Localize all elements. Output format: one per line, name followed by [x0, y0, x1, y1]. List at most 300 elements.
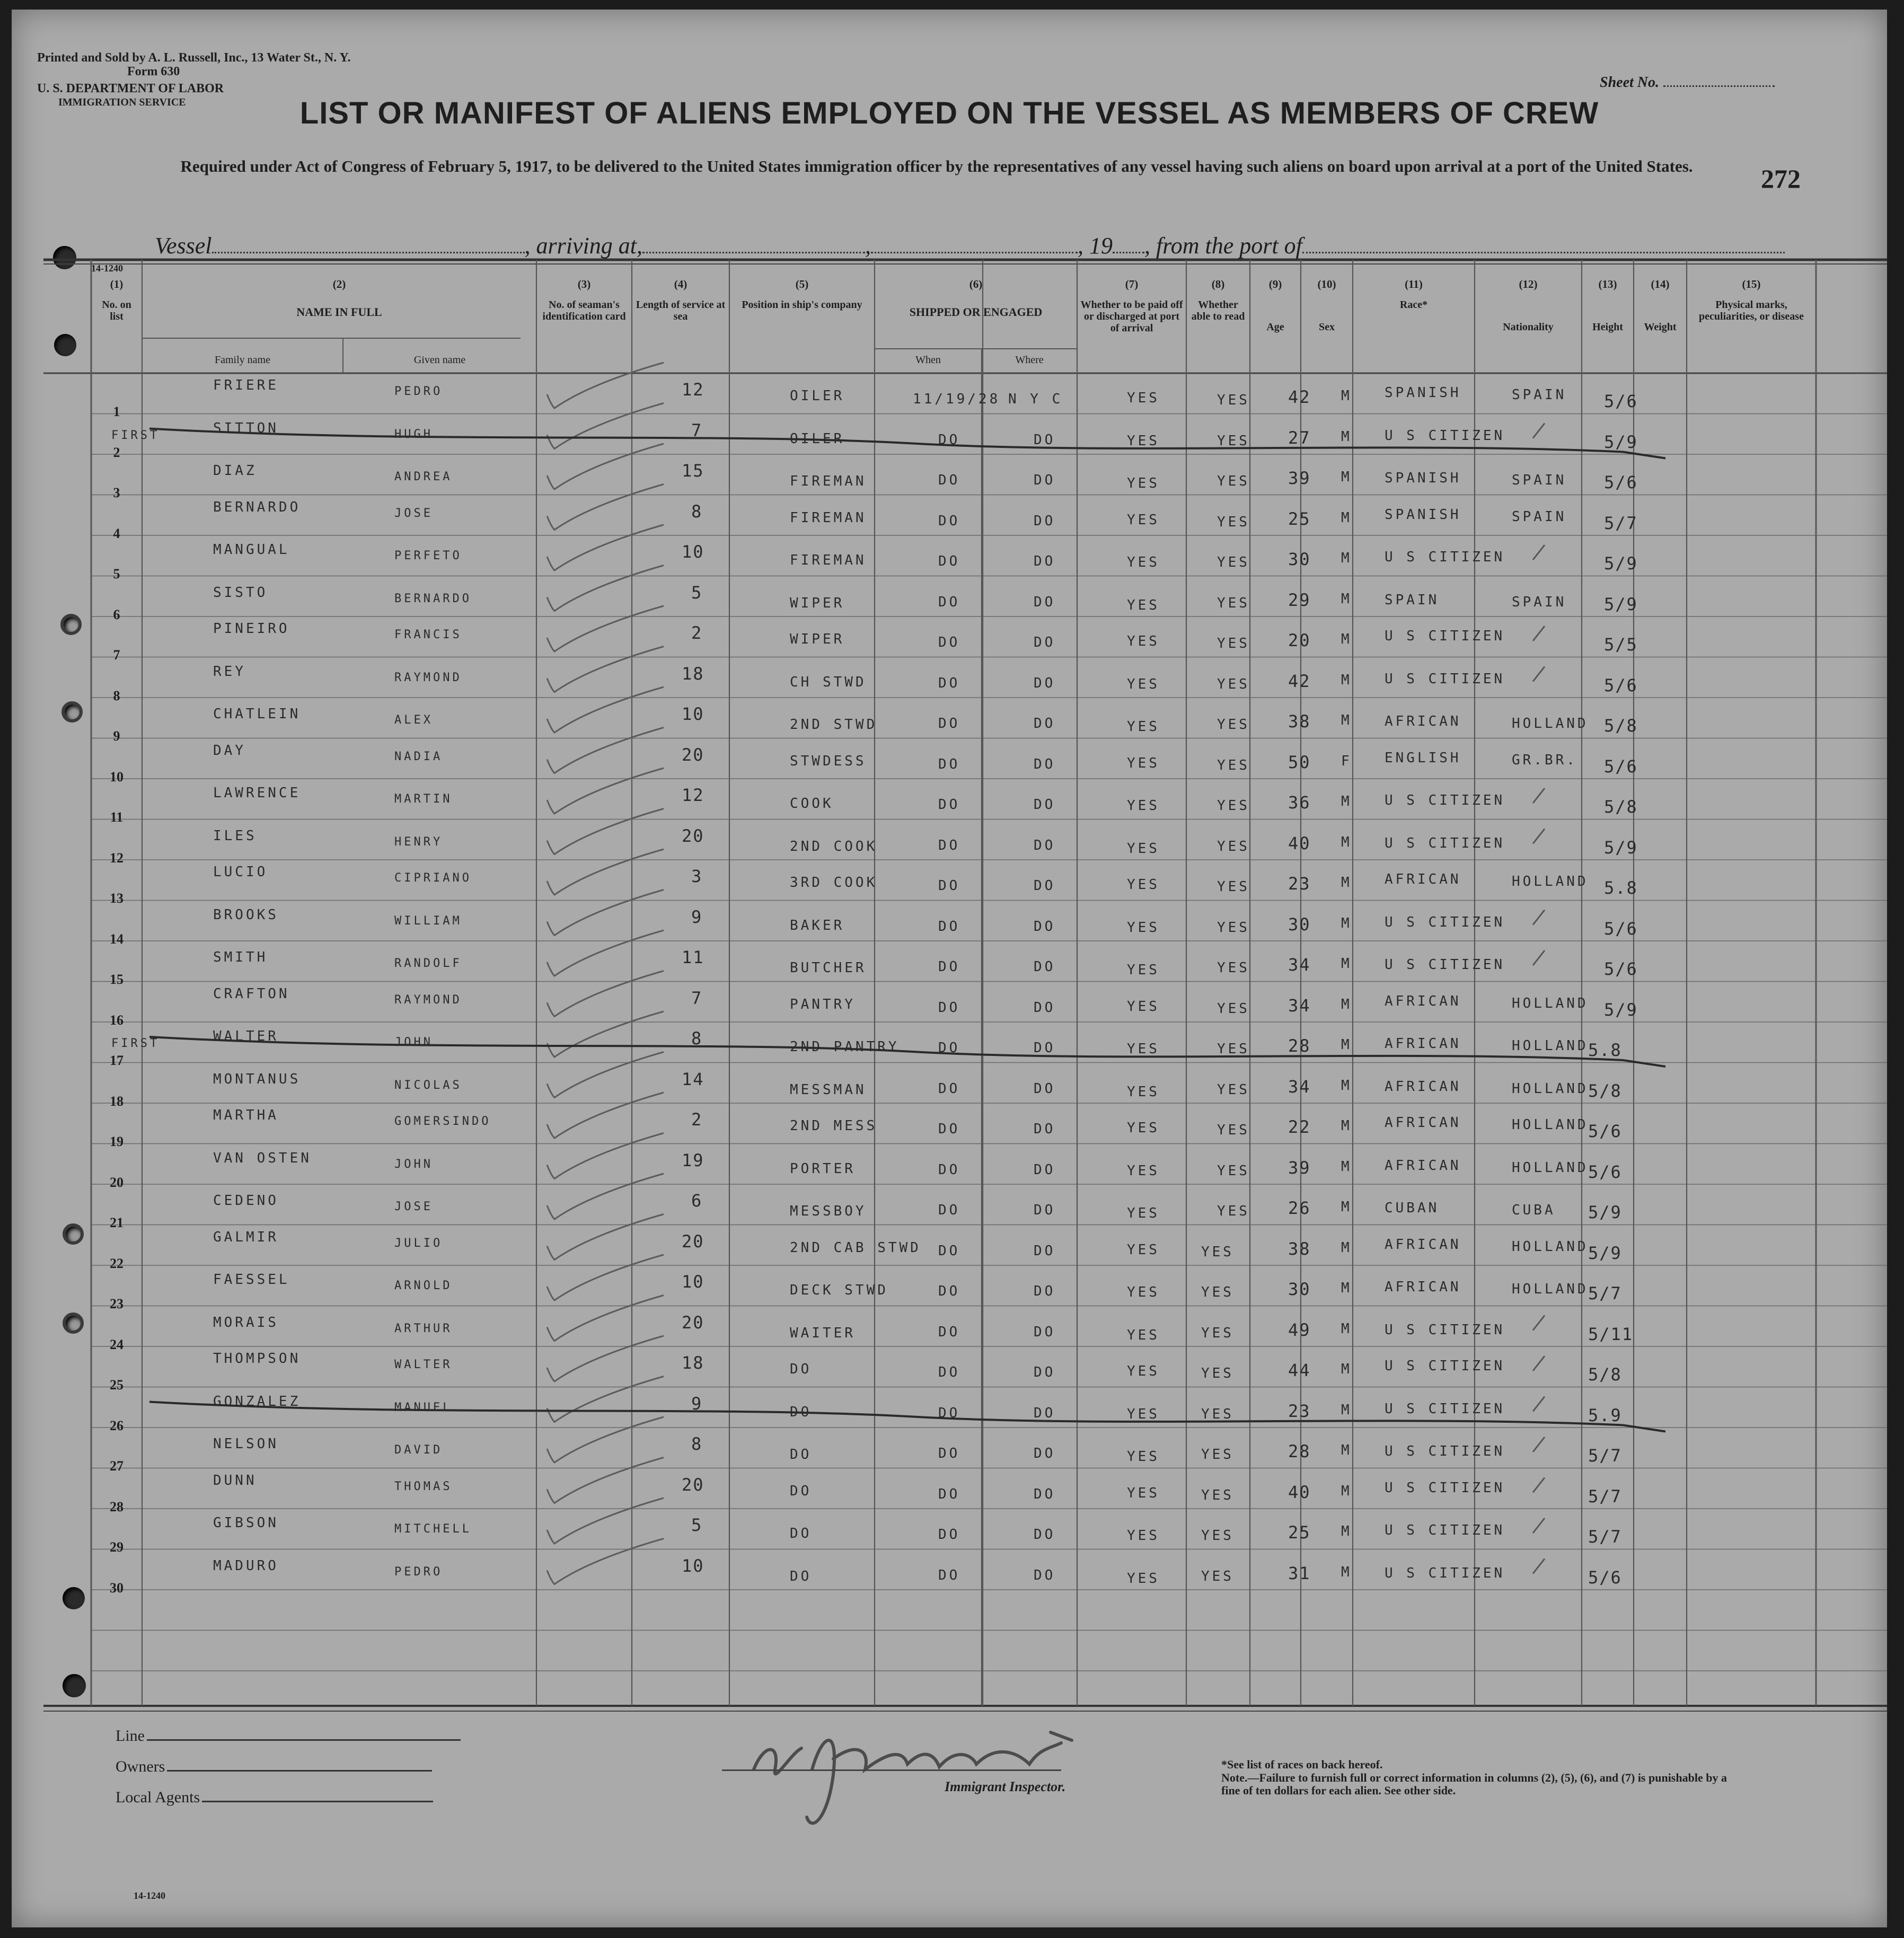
shipped-when: DO — [938, 797, 960, 813]
age: 30 — [1288, 914, 1311, 935]
shipped-where: DO — [1034, 431, 1056, 448]
sex: M — [1341, 1523, 1352, 1539]
paid-off: YES — [1127, 1363, 1160, 1379]
nationality: HOLLAND — [1512, 995, 1589, 1011]
race: U S CITIZEN — [1385, 1565, 1505, 1581]
height: 5/6 — [1604, 675, 1638, 695]
sex: F — [1341, 753, 1352, 769]
length-of-service: 7 — [691, 988, 703, 1008]
position: OILER — [790, 388, 845, 404]
nationality: HOLLAND — [1512, 716, 1589, 732]
nationality: HOLLAND — [1512, 1117, 1589, 1133]
shipped-when: DO — [938, 675, 960, 691]
paid-off: YES — [1127, 798, 1160, 814]
column-header: SHIPPED OR ENGAGED — [909, 305, 1043, 319]
given-name: JOSE — [394, 1200, 433, 1213]
position: BAKER — [790, 917, 845, 933]
row-number: 30 — [110, 1580, 124, 1596]
given-name: HUGH — [394, 427, 433, 441]
row-number: 19 — [110, 1134, 124, 1149]
shipped-where: DO — [1034, 797, 1056, 813]
position: DO — [790, 1447, 812, 1463]
column-header: Nationality — [1503, 321, 1554, 333]
check-mark-icon — [547, 1052, 664, 1098]
length-of-service: 8 — [691, 501, 703, 522]
able-to-read: YES — [1217, 473, 1250, 489]
able-to-read: YES — [1201, 1366, 1234, 1381]
given-name: THOMAS — [394, 1479, 453, 1493]
age: 23 — [1288, 874, 1311, 894]
tick-mark-icon — [1533, 424, 1545, 438]
shipped-when: DO — [938, 635, 960, 650]
row-number: 16 — [110, 1012, 124, 1028]
shipped-where: DO — [1034, 999, 1056, 1016]
check-mark-icon — [547, 1417, 664, 1463]
row-number: 9 — [113, 728, 120, 744]
row-number: 5 — [113, 566, 120, 582]
sex: M — [1341, 1158, 1352, 1175]
check-mark-icon — [547, 1498, 664, 1544]
family-name: GIBSON — [213, 1515, 279, 1531]
height: 5/5 — [1604, 635, 1638, 655]
family-name: THOMPSON — [213, 1351, 301, 1367]
tick-mark-icon — [1533, 667, 1545, 682]
shipped-where: DO — [1034, 1446, 1056, 1461]
column-header: NAME IN FULL — [296, 305, 382, 319]
sex: M — [1341, 915, 1352, 931]
sex: M — [1341, 794, 1352, 809]
column-number: (11) — [1405, 278, 1423, 290]
position: FIREMAN — [790, 473, 867, 489]
shipped-when: DO — [938, 1486, 960, 1502]
given-name: RAYMOND — [394, 993, 462, 1007]
paid-off: YES — [1127, 1284, 1160, 1300]
check-mark-icon — [547, 484, 664, 530]
able-to-read: YES — [1201, 1244, 1234, 1260]
check-mark-icon — [547, 1133, 664, 1179]
given-name: NADIA — [394, 750, 443, 763]
nationality: HOLLAND — [1512, 1238, 1589, 1255]
age: 25 — [1288, 508, 1311, 529]
shipped-when: DO — [938, 1243, 960, 1259]
height: 5/8 — [1588, 1080, 1622, 1101]
column-header: Sex — [1319, 321, 1335, 333]
row-number: 27 — [110, 1458, 124, 1474]
column-number: (3) — [577, 278, 591, 290]
nationality: SPAIN — [1512, 387, 1567, 403]
column-subheader: Where — [1015, 354, 1044, 366]
shipped-when: DO — [938, 1446, 960, 1461]
shipped-when: DO — [938, 594, 960, 610]
age: 30 — [1288, 1279, 1311, 1299]
paid-off: YES — [1127, 877, 1160, 893]
family-name: PINEIRO — [213, 621, 290, 637]
shipped-where: DO — [1034, 1243, 1056, 1259]
tick-mark-icon — [1533, 950, 1545, 965]
nationality: HOLLAND — [1512, 874, 1589, 889]
able-to-read: YES — [1201, 1284, 1234, 1300]
manifest-sheet — [12, 10, 1887, 1927]
family-name: MANGUAL — [213, 542, 290, 558]
row-number: 28 — [110, 1499, 124, 1514]
shipped-where: DO — [1034, 959, 1056, 975]
position: PORTER — [790, 1160, 856, 1177]
position: WAITER — [790, 1325, 856, 1341]
able-to-read: YES — [1217, 717, 1250, 733]
vessel-line: Vessel , arriving at, , , 19 , from the port of — [155, 232, 1785, 259]
inspector-signature — [733, 1711, 1093, 1838]
footer-form-code: 14-1240 — [134, 1890, 165, 1901]
length-of-service: 5 — [691, 582, 703, 603]
shipped-where: DO — [1034, 1486, 1056, 1502]
sex: M — [1341, 1037, 1352, 1053]
race: AFRICAN — [1385, 1157, 1461, 1174]
given-name: CIPRIANO — [394, 871, 472, 885]
race: U S CITIZEN — [1385, 835, 1505, 851]
given-name: RAYMOND — [394, 671, 462, 684]
paid-off: YES — [1127, 1528, 1160, 1544]
column-number: (15) — [1742, 278, 1761, 290]
height: 5/9 — [1588, 1243, 1622, 1263]
row-number: 10 — [110, 769, 124, 785]
shipped-where: DO — [1034, 716, 1056, 732]
length-of-service: 18 — [682, 1353, 704, 1373]
check-mark-icon — [547, 890, 664, 936]
sex: M — [1341, 1483, 1352, 1499]
family-name: GONZALEZ — [213, 1393, 301, 1410]
height: 5/11 — [1588, 1324, 1634, 1344]
height: 5/6 — [1604, 472, 1638, 492]
length-of-service: 12 — [682, 380, 704, 400]
position: WIPER — [790, 631, 845, 647]
shipped-where: DO — [1034, 1080, 1056, 1097]
given-name: MARTIN — [394, 792, 453, 806]
tick-mark-icon — [1533, 829, 1545, 844]
given-name: ARTHUR — [394, 1322, 453, 1335]
column-number: (12) — [1519, 278, 1538, 290]
height: 5/8 — [1588, 1364, 1622, 1385]
family-name: DUNN — [213, 1472, 257, 1488]
position: DO — [790, 1526, 812, 1541]
paid-off: YES — [1127, 962, 1160, 978]
row-number: 18 — [110, 1093, 124, 1109]
sex: M — [1341, 1077, 1352, 1094]
position: MESSBOY — [790, 1203, 867, 1219]
given-name: JOHN — [394, 1036, 433, 1049]
height: 5/7 — [1588, 1283, 1622, 1303]
length-of-service: 9 — [691, 906, 703, 927]
able-to-read: YES — [1201, 1447, 1234, 1463]
race: AFRICAN — [1385, 993, 1461, 1009]
able-to-read: YES — [1217, 1203, 1250, 1219]
able-to-read: YES — [1217, 595, 1250, 611]
height: 5/9 — [1604, 999, 1638, 1020]
paid-off: YES — [1127, 433, 1160, 449]
position: 2ND COOK — [790, 838, 878, 855]
age: 39 — [1288, 1157, 1311, 1178]
shipped-where: DO — [1034, 1364, 1056, 1380]
paid-off: YES — [1127, 1205, 1160, 1221]
row-number: 11 — [110, 809, 124, 825]
race: U S CITIZEN — [1385, 1522, 1505, 1538]
department-heading: U. S. DEPARTMENT OF LABOR IMMIGRATION SERVICE — [37, 82, 224, 108]
height: 5.8 — [1588, 1040, 1622, 1060]
length-of-service: 20 — [682, 744, 704, 765]
length-of-service: 8 — [691, 1434, 703, 1454]
position: 2ND PANTRY — [790, 1039, 900, 1055]
shipped-when: DO — [938, 1364, 960, 1380]
sex: M — [1341, 591, 1352, 607]
given-name: GOMERSINDO — [394, 1115, 491, 1128]
age: 30 — [1288, 549, 1311, 569]
height: 5/7 — [1588, 1527, 1622, 1547]
race: AFRICAN — [1385, 871, 1461, 887]
shipped-when: DO — [938, 1202, 960, 1218]
column-header: Weight — [1644, 321, 1677, 333]
race: AFRICAN — [1385, 713, 1461, 729]
paid-off: YES — [1127, 998, 1160, 1015]
given-name: HENRY — [394, 835, 443, 849]
column-subheader: When — [915, 354, 941, 366]
able-to-read: YES — [1217, 1122, 1250, 1138]
race: U S CITIZEN — [1385, 1479, 1505, 1496]
height: 5/6 — [1588, 1567, 1622, 1588]
paid-off: YES — [1127, 512, 1160, 528]
paid-off: YES — [1127, 1241, 1160, 1258]
given-name: PEDRO — [394, 385, 443, 398]
shipped-where: DO — [1034, 1405, 1056, 1421]
sex: M — [1341, 428, 1352, 445]
age: 49 — [1288, 1319, 1311, 1340]
paid-off: YES — [1127, 919, 1160, 936]
check-mark-icon — [547, 1093, 664, 1138]
age: 36 — [1288, 792, 1311, 813]
given-name: MITCHELL — [394, 1522, 472, 1536]
shipped-where: DO — [1034, 675, 1056, 691]
paid-off: YES — [1127, 719, 1160, 735]
row-number: 13 — [110, 891, 124, 906]
position: WIPER — [790, 595, 845, 611]
check-mark-icon — [547, 1458, 664, 1503]
shipped-where: DO — [1034, 1283, 1056, 1299]
sex: M — [1341, 1402, 1352, 1418]
family-name: SITTON — [213, 420, 279, 436]
given-name: RANDOLF — [394, 957, 462, 970]
able-to-read: YES — [1201, 1325, 1234, 1341]
position: 3RD COOK — [790, 875, 878, 891]
row-number: 21 — [110, 1215, 124, 1230]
height: 5/9 — [1588, 1202, 1622, 1222]
sex: M — [1341, 550, 1352, 566]
age: 34 — [1288, 955, 1311, 975]
position: FIREMAN — [790, 509, 867, 526]
able-to-read: YES — [1217, 676, 1250, 692]
family-name: ILES — [213, 827, 257, 844]
nationality: SPAIN — [1512, 594, 1567, 610]
able-to-read: YES — [1201, 1528, 1234, 1544]
sex: M — [1341, 1239, 1352, 1256]
height: 5/6 — [1604, 756, 1638, 777]
length-of-service: 10 — [682, 542, 704, 562]
able-to-read: YES — [1201, 1568, 1234, 1584]
able-to-read: YES — [1217, 636, 1250, 651]
sex: M — [1341, 1442, 1352, 1458]
paid-off: YES — [1127, 1162, 1160, 1179]
age: 42 — [1288, 671, 1311, 691]
age: 38 — [1288, 1238, 1311, 1259]
given-name: ANDREA — [394, 470, 453, 483]
check-mark-icon — [547, 1539, 664, 1584]
check-mark-icon — [547, 768, 664, 814]
check-mark-icon — [547, 403, 664, 449]
height: 5/8 — [1604, 716, 1638, 736]
sheet-number-field: Sheet No. — [1600, 74, 1775, 91]
given-name: DAVID — [394, 1443, 443, 1457]
position: BUTCHER — [790, 960, 867, 976]
race: U S CITIZEN — [1385, 1322, 1505, 1338]
shipped-when: DO — [938, 431, 960, 448]
check-mark-icon — [547, 444, 664, 489]
family-name: DIAZ — [213, 463, 257, 479]
local-agents-field: Local Agents — [116, 1789, 433, 1807]
length-of-service: 11 — [682, 947, 704, 967]
race: SPANISH — [1385, 385, 1461, 401]
able-to-read: YES — [1217, 1041, 1250, 1057]
check-mark-icon — [547, 1377, 664, 1422]
length-of-service: 14 — [682, 1069, 704, 1089]
shipped-when: DO — [938, 716, 960, 732]
shipped-where: DO — [1034, 1567, 1056, 1583]
family-name: LAWRENCE — [213, 785, 301, 801]
nationality: SPAIN — [1512, 472, 1567, 488]
paid-off: YES — [1127, 1570, 1160, 1587]
column-header: Position in ship's company — [742, 299, 862, 311]
row-number: 2 — [113, 444, 120, 460]
column-header: Whether able to read — [1191, 299, 1245, 322]
able-to-read: YES — [1217, 798, 1250, 814]
check-mark-icon — [547, 1174, 664, 1219]
length-of-service: 9 — [691, 1393, 703, 1414]
length-of-service: 12 — [682, 785, 704, 805]
check-mark-icon — [547, 606, 664, 651]
shipped-where: DO — [1034, 756, 1056, 772]
length-of-service: 5 — [691, 1515, 703, 1535]
height: 5/6 — [1604, 391, 1638, 411]
given-name: JULIO — [394, 1236, 443, 1250]
family-name: FAESSEL — [213, 1272, 290, 1288]
shipped-when: DO — [938, 1405, 960, 1421]
able-to-read: YES — [1217, 514, 1250, 530]
column-subheader: Family name — [215, 354, 270, 366]
length-of-service: 20 — [682, 1474, 704, 1495]
family-name: MADURO — [213, 1557, 279, 1574]
position: 2ND CAB STWD — [790, 1239, 921, 1256]
paid-off: YES — [1127, 633, 1160, 649]
row-number: 6 — [113, 606, 120, 622]
owners-field: Owners — [116, 1758, 432, 1776]
age: 22 — [1288, 1117, 1311, 1137]
given-name: PERFETO — [394, 549, 462, 562]
column-number: (14) — [1651, 278, 1670, 290]
shipped-where: DO — [1034, 635, 1056, 650]
height: 5.8 — [1604, 878, 1638, 898]
family-name: SISTO — [213, 584, 268, 601]
paid-off: YES — [1127, 840, 1160, 857]
race: CUBAN — [1385, 1200, 1440, 1216]
family-name: CHATLEIN — [213, 706, 301, 722]
sex: M — [1341, 1280, 1352, 1296]
sex: M — [1341, 1320, 1352, 1337]
form-code: 14-1240 — [91, 263, 123, 274]
able-to-read: YES — [1217, 838, 1250, 855]
shipped-where: DO — [1034, 1040, 1056, 1056]
shipped-where: DO — [1034, 1324, 1056, 1340]
shipped-when: DO — [938, 918, 960, 935]
row-number: 20 — [110, 1174, 124, 1190]
height: 5/6 — [1588, 1161, 1622, 1182]
row-number: 14 — [110, 931, 124, 947]
check-mark-icon — [547, 971, 664, 1017]
column-header: No. on list — [102, 299, 131, 322]
column-header: Physical marks, peculiarities, or disease — [1699, 299, 1804, 322]
position: PANTRY — [790, 996, 856, 1012]
sex: M — [1341, 1199, 1352, 1215]
check-mark-icon — [547, 687, 664, 733]
column-number: (5) — [795, 278, 809, 290]
shipped-where: DO — [1034, 472, 1056, 488]
height: 5/9 — [1604, 553, 1638, 574]
column-header: Height — [1592, 321, 1623, 333]
race: U S CITIZEN — [1385, 957, 1505, 973]
sex: M — [1341, 956, 1352, 972]
age: 27 — [1288, 427, 1311, 448]
shipped-when: DO — [938, 553, 960, 569]
height: 5/9 — [1604, 431, 1638, 452]
able-to-read: YES — [1217, 757, 1250, 773]
able-to-read: YES — [1201, 1487, 1234, 1503]
column-header: Race* — [1399, 299, 1428, 311]
age: 40 — [1288, 1482, 1311, 1502]
given-name: ALEX — [394, 713, 433, 727]
given-name: MANUEL — [394, 1400, 453, 1414]
length-of-service: 20 — [682, 1312, 704, 1333]
age: 34 — [1288, 995, 1311, 1016]
paid-off: YES — [1127, 597, 1160, 613]
race: U S CITIZEN — [1385, 427, 1505, 444]
age: 38 — [1288, 711, 1311, 732]
tick-mark-icon — [1533, 1437, 1545, 1452]
height: 5/9 — [1604, 594, 1638, 614]
shipped-when: DO — [938, 1040, 960, 1056]
race: U S CITIZEN — [1385, 1400, 1505, 1417]
paid-off: YES — [1127, 676, 1160, 692]
age: 31 — [1288, 1563, 1311, 1583]
age: 28 — [1288, 1441, 1311, 1461]
nationality: SPAIN — [1512, 508, 1567, 525]
length-of-service: 8 — [691, 1028, 703, 1049]
race: SPANISH — [1385, 470, 1461, 486]
tick-mark-icon — [1533, 1559, 1545, 1574]
page-subtitle: Required under Act of Congress of February 5, 1917, to be delivered to the United States immigration officer by the representatives of any vessel having such aliens on board upon arrival at a port of the United States. — [180, 157, 1693, 175]
age: 40 — [1288, 833, 1311, 853]
height: 5/8 — [1604, 797, 1638, 817]
sex: M — [1341, 469, 1352, 485]
race: SPAIN — [1385, 592, 1440, 608]
given-name: WILLIAM — [394, 914, 462, 928]
position: MESSMAN — [790, 1081, 867, 1098]
sex: M — [1341, 712, 1352, 728]
sex: M — [1341, 672, 1352, 688]
